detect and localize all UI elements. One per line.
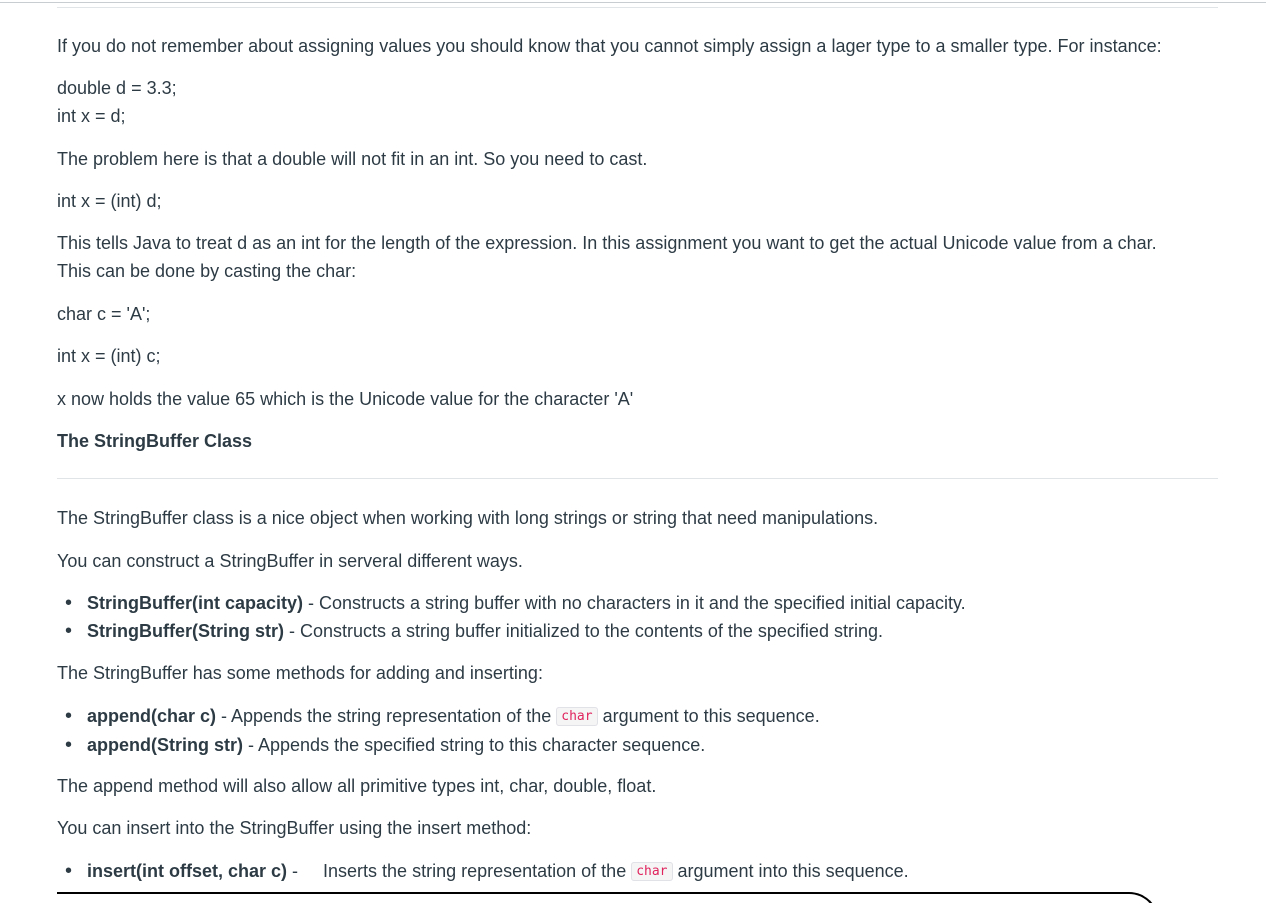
method-signature: append(String str) (87, 735, 243, 756)
paragraph-cast-needed: The problem here is that a double will not fit in an int. So you need to cast. (57, 149, 648, 169)
method-description: - Constructs a string buffer with no characters in it and the specified initial capacity. (303, 593, 966, 613)
method-description-end: argument to this sequence. (597, 706, 820, 726)
code-line-cast-c: int x = (int) c; (57, 346, 161, 366)
method-description: - Inserts the string representation of the (287, 861, 632, 881)
paragraph-append-primitives: The append method will also allow all primitive types int, char, double, float. (57, 776, 657, 796)
code-line-cast-d: int x = (int) d; (57, 191, 162, 211)
paragraph-casting-char: This can be done by casting the char: (57, 261, 357, 281)
method-description: - Appends the specified string to this character sequence. (243, 735, 706, 756)
paragraph-construct-ways: You can construct a StringBuffer in serveral different ways. (57, 551, 523, 571)
paragraph-assigning-values: If you do not remember about assigning values you should know that you cannot simply assign a lager type to a smaller type. For instance: (57, 36, 1162, 56)
inline-code: char (631, 862, 672, 881)
method-description: - Constructs a string buffer initialized to the contents of the specified string. (284, 621, 883, 641)
inline-code: char (556, 707, 597, 726)
paragraph-unicode-value: x now holds the value 65 which is the Unicode value for the character 'A' (57, 389, 634, 409)
page-top-border (0, 2, 1266, 3)
bottom-panel-edge (57, 892, 1159, 903)
method-description: - Appends the string representation of the (216, 706, 557, 726)
list-item (57, 702, 820, 731)
method-signature: insert(int offset, char c) (87, 861, 288, 881)
list-item (57, 589, 966, 617)
insert-method-list (57, 857, 909, 886)
method-signature: append(char c) (87, 706, 217, 726)
list-item (57, 731, 820, 759)
append-method-list (57, 702, 820, 759)
section-heading-stringbuffer: The StringBuffer Class (57, 431, 253, 451)
code-line-double: double d = 3.3; (57, 78, 177, 98)
paragraph-insert-method: You can insert into the StringBuffer using the insert method: (57, 818, 532, 838)
list-item (57, 617, 966, 645)
constructor-list (57, 589, 966, 645)
method-signature: StringBuffer(String str) (87, 621, 284, 641)
list-item (57, 857, 909, 886)
code-line-char: char c = 'A'; (57, 304, 151, 324)
top-divider (57, 7, 1218, 8)
paragraph-adding-inserting: The StringBuffer has some methods for adding and inserting: (57, 663, 543, 683)
method-signature: StringBuffer(int capacity) (87, 593, 304, 613)
section-divider (57, 478, 1218, 479)
code-line-int-assign: int x = d; (57, 106, 126, 126)
method-description-end: argument into this sequence. (672, 861, 909, 881)
paragraph-stringbuffer-intro: The StringBuffer class is a nice object when working with long strings or string that need manipulations. (57, 508, 879, 528)
paragraph-java-treat: This tells Java to treat d as an int for the length of the expression. In this assignment you want to get the actual Unicode value from a char. (57, 233, 1157, 253)
